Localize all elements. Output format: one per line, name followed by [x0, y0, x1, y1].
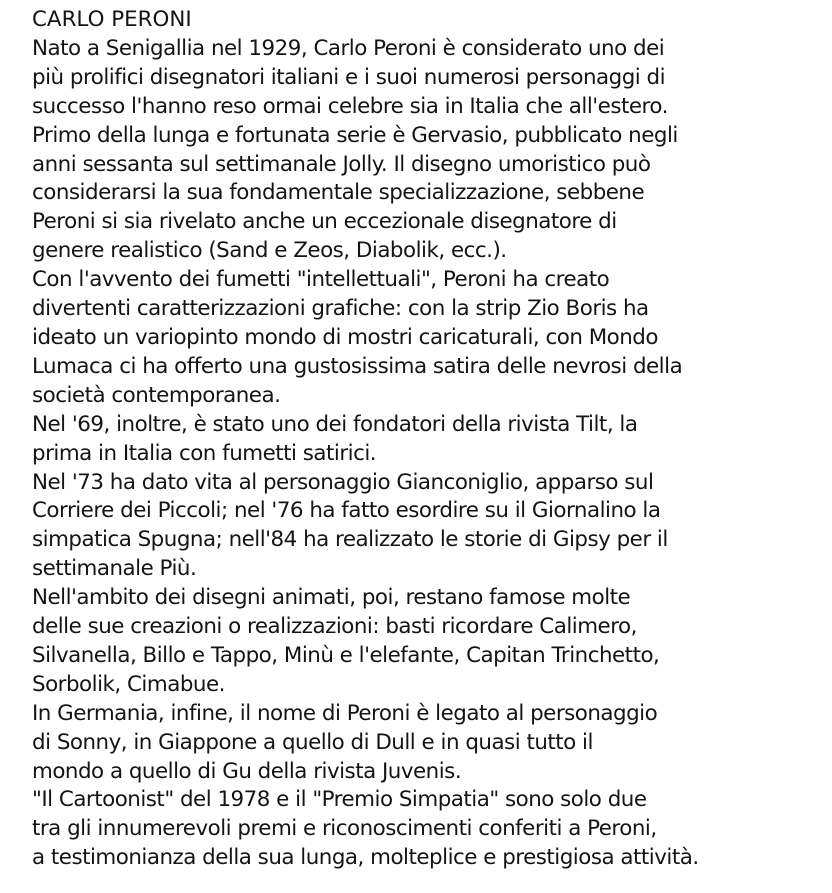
text-line: Silvanella, Billo e Tappo, Minù e l'elefante, Capitan Trinchetto, — [32, 642, 660, 668]
text-line: Con l'avvento dei fumetti "intellettuali", Peroni ha creato — [32, 267, 610, 293]
text-line: Peroni si sia rivelato anche un eccezionale disegnatore di — [32, 209, 617, 235]
text-line: Nel '69, inoltre, è stato uno dei fondatori della rivista Tilt, la — [32, 411, 638, 437]
text-line: Corriere dei Piccoli; nel '76 ha fatto esordire su il Giornalino la — [32, 498, 661, 524]
text-line: Nato a Senigallia nel 1929, Carlo Peroni è considerato uno dei — [32, 35, 665, 61]
text-line: di Sonny, in Giappone a quello di Dull e in quasi tutto il — [32, 729, 593, 755]
text-line: settimanale Più. — [32, 556, 197, 582]
text-line: a testimonianza della sua lunga, molteplice e prestigiosa attività. — [32, 845, 699, 871]
page-title: CARLO PERONI — [32, 7, 192, 32]
text-line: Sorbolik, Cimabue. — [32, 671, 225, 697]
text-line: successo l'hanno reso ormai celebre sia in Italia che all'estero. — [32, 93, 668, 119]
text-line: Nel '73 ha dato vita al personaggio Gianconiglio, apparso sul — [32, 469, 654, 495]
text-line: Lumaca ci ha offerto una gustosissima satira delle nevrosi della — [32, 353, 683, 379]
text-line: divertenti caratterizzazioni grafiche: con la strip Zio Boris ha — [32, 296, 649, 322]
text-line: "Il Cartoonist" del 1978 e il "Premio Simpatia" sono solo due — [32, 787, 647, 813]
text-line: Nell'ambito dei disegni animati, poi, restano famose molte — [32, 585, 631, 611]
text-line: delle sue creazioni o realizzazioni: basti ricordare Calimero, — [32, 614, 637, 640]
text-line: Primo della lunga e fortunata serie è Gervasio, pubblicato negli — [32, 122, 678, 148]
text-line: considerarsi la sua fondamentale specializzazione, sebbene — [32, 180, 645, 206]
biography-text — [32, 35, 824, 873]
text-line: più prolifici disegnatori italiani e i suoi numerosi personaggi di — [32, 64, 666, 90]
text-line: tra gli innumerevoli premi e riconoscimenti conferiti a Peroni, — [32, 816, 657, 842]
text-line: simpatica Spugna; nell'84 ha realizzato le storie di Gipsy per il — [32, 527, 668, 553]
text-line: prima in Italia con fumetti satirici. — [32, 440, 377, 466]
text-line: società contemporanea. — [32, 382, 281, 408]
text-line: mondo a quello di Gu della rivista Juvenis. — [32, 758, 462, 784]
text-line: genere realistico (Sand e Zeos, Diabolik, ecc.). — [32, 238, 507, 264]
biography-page — [32, 6, 824, 873]
text-line: anni sessanta sul settimanale Jolly. Il disegno umoristico può — [32, 151, 651, 177]
text-line: In Germania, infine, il nome di Peroni è legato al personaggio — [32, 700, 658, 726]
text-line: ideato un variopinto mondo di mostri caricaturali, con Mondo — [32, 324, 658, 350]
